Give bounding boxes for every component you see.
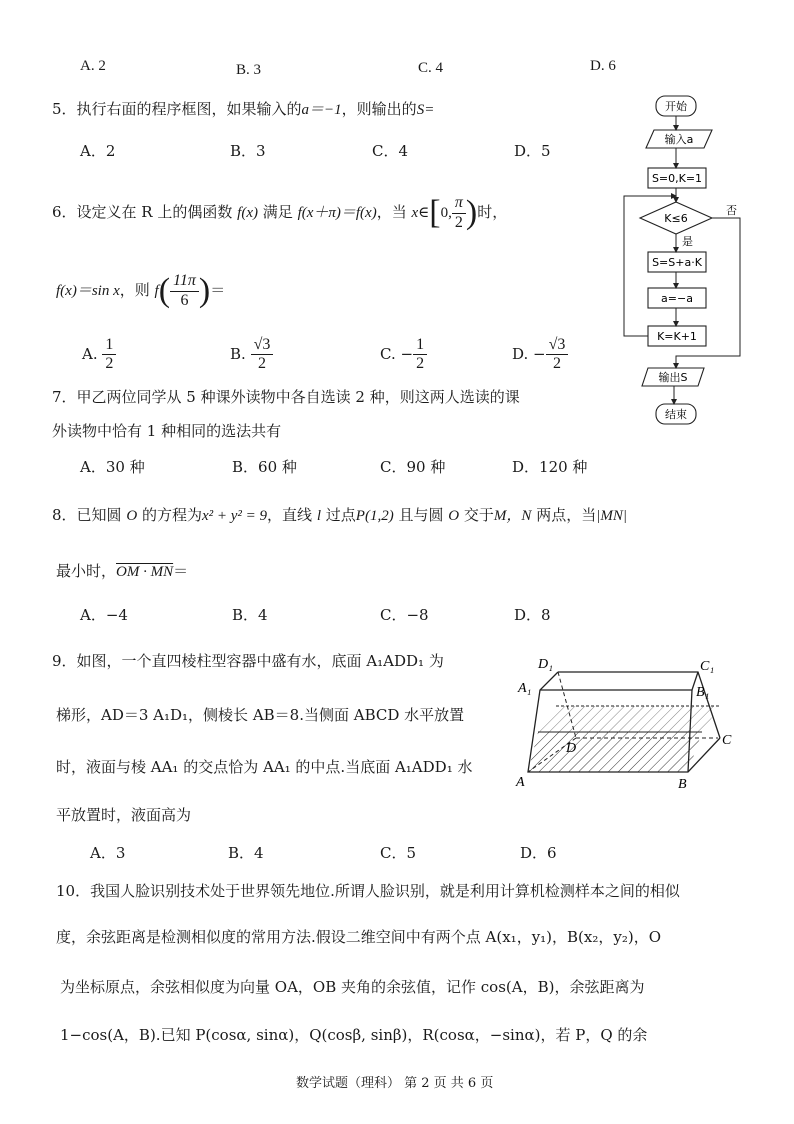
fc-yes-label: 是 <box>682 235 693 248</box>
fc-output-text: 输出S <box>658 371 688 384</box>
q9-line4: 平放置时，液面高为 <box>56 806 192 824</box>
fc-start-text: 开始 <box>665 100 687 113</box>
q9-option-a: A．3 <box>90 844 126 862</box>
q8-line2: 最小时，OM · MN＝ <box>56 562 189 580</box>
q9-option-d: D．6 <box>520 844 557 862</box>
q5-option-b: B．3 <box>230 142 266 160</box>
q10-line2: 度，余弦距离是检测相似度的常用方法.假设二维空间中有两个点 A(x₁，y₁)，B(x₂，y₂)，O <box>56 928 662 946</box>
q9-option-c: C．5 <box>380 844 417 862</box>
q5-option-c: C．4 <box>372 142 409 160</box>
label-a: A <box>516 775 525 790</box>
q8-option-c: C．−8 <box>380 606 429 624</box>
edge-a1b1 <box>540 672 698 690</box>
prism-figure <box>512 650 744 792</box>
fc-no-label: 否 <box>726 204 737 217</box>
q6-option-a: A. $\frac{1}{2}$ <box>82 336 116 374</box>
fc-end-text: 结束 <box>665 408 687 421</box>
q10-line3: 为坐标原点，余弦相似度为向量 OA，OB 夹角的余弦值，记作 cos(A，B)，余弦距离为 <box>60 978 645 996</box>
water-top-hatch <box>538 706 720 732</box>
q4-option-d: D. 6 <box>590 58 616 74</box>
fc-input-text: 输入a <box>664 133 694 146</box>
fc-init-text: S=0,K=1 <box>651 172 703 185</box>
q5-option-a: A．2 <box>80 142 116 160</box>
q8-line1: 8．已知圆 O 的方程为x² + y² = 9，直线 l 过点P(1,2) 且与圆 O 交于M，N 两点，当|MN| <box>52 506 627 524</box>
q7-option-b: B．60 种 <box>232 458 297 476</box>
q6-line2: f(x)＝sin x，则 f( $\frac{11\pi}{6}$ )＝ <box>56 272 226 309</box>
label-d1: D₁ <box>538 657 553 672</box>
q6-option-d: D. − $\frac{√3}{2}$ <box>512 336 568 374</box>
q8-option-a: A．−4 <box>80 606 128 624</box>
q9-line3: 时，液面与棱 AA₁ 的交点恰为 AA₁ 的中点.当底面 A₁ADD₁ 水 <box>56 758 473 776</box>
q4-option-c: C. 4 <box>418 60 444 76</box>
label-c: C <box>722 733 732 748</box>
label-c1: C₁ <box>700 659 715 674</box>
fc-cond-text: K≤6 <box>664 212 688 225</box>
q8-option-b: B．4 <box>232 606 268 624</box>
label-a1: A₁ <box>518 681 532 696</box>
q7-line1: 7．甲乙两位同学从 5 种课外读物中各自选读 2 种，则这两人选读的课 <box>52 388 520 406</box>
q10-line1: 10．我国人脸识别技术处于世界领先地位.所谓人脸识别，就是利用计算机检测样本之间的相似 <box>56 882 680 900</box>
q7-line2: 外读物中恰有 1 种相同的选法共有 <box>52 422 282 440</box>
q6-option-b: B. $\frac{√3}{2}$ <box>230 336 273 374</box>
label-b1: B₁ <box>696 685 710 700</box>
q4-option-a: A. 2 <box>80 58 106 74</box>
q7-option-c: C．90 种 <box>380 458 446 476</box>
fc-step2-text: a=−a <box>661 292 693 305</box>
q10-line4: 1−cos(A，B).已知 P(cosα, sinα)，Q(cosβ, sinβ)，R(cosα，−sinα)，若 P，Q 的余 <box>60 1026 648 1044</box>
q8-option-d: D．8 <box>514 606 551 624</box>
q7-option-d: D．120 种 <box>512 458 588 476</box>
q9-line1: 9．如图，一个直四棱柱型容器中盛有水，底面 A₁ADD₁ 为 <box>52 652 444 670</box>
fc-step1-text: S=S+a·K <box>652 256 702 269</box>
q5-option-d: D．5 <box>514 142 551 160</box>
page-footer: 数学试题（理科） 第 2 页 共 6 页 <box>296 1076 494 1091</box>
fc-step3-text: K=K+1 <box>657 330 697 343</box>
q6-stem: 6．设定义在 R 上的偶函数 f(x) 满足 f(x＋π)＝f(x)，当 x∈[0, $\frac{\pi}{2}$ )时， <box>52 194 508 231</box>
q5-stem: 5．执行右面的程序框图，如果输入的a＝−1，则输出的S= <box>52 100 435 118</box>
flowchart <box>618 92 758 426</box>
q6-option-c: C. − $\frac{1}{2}$ <box>380 336 427 374</box>
label-d: D <box>566 741 577 756</box>
label-b: B <box>678 777 687 792</box>
q9-line2: 梯形，AD＝3 A₁D₁，侧棱长 AB＝8.当侧面 ABCD 水平放置 <box>56 706 465 724</box>
q7-option-a: A．30 种 <box>80 458 145 476</box>
q9-option-b: B．4 <box>228 844 264 862</box>
q4-option-b: B. 3 <box>236 62 262 78</box>
